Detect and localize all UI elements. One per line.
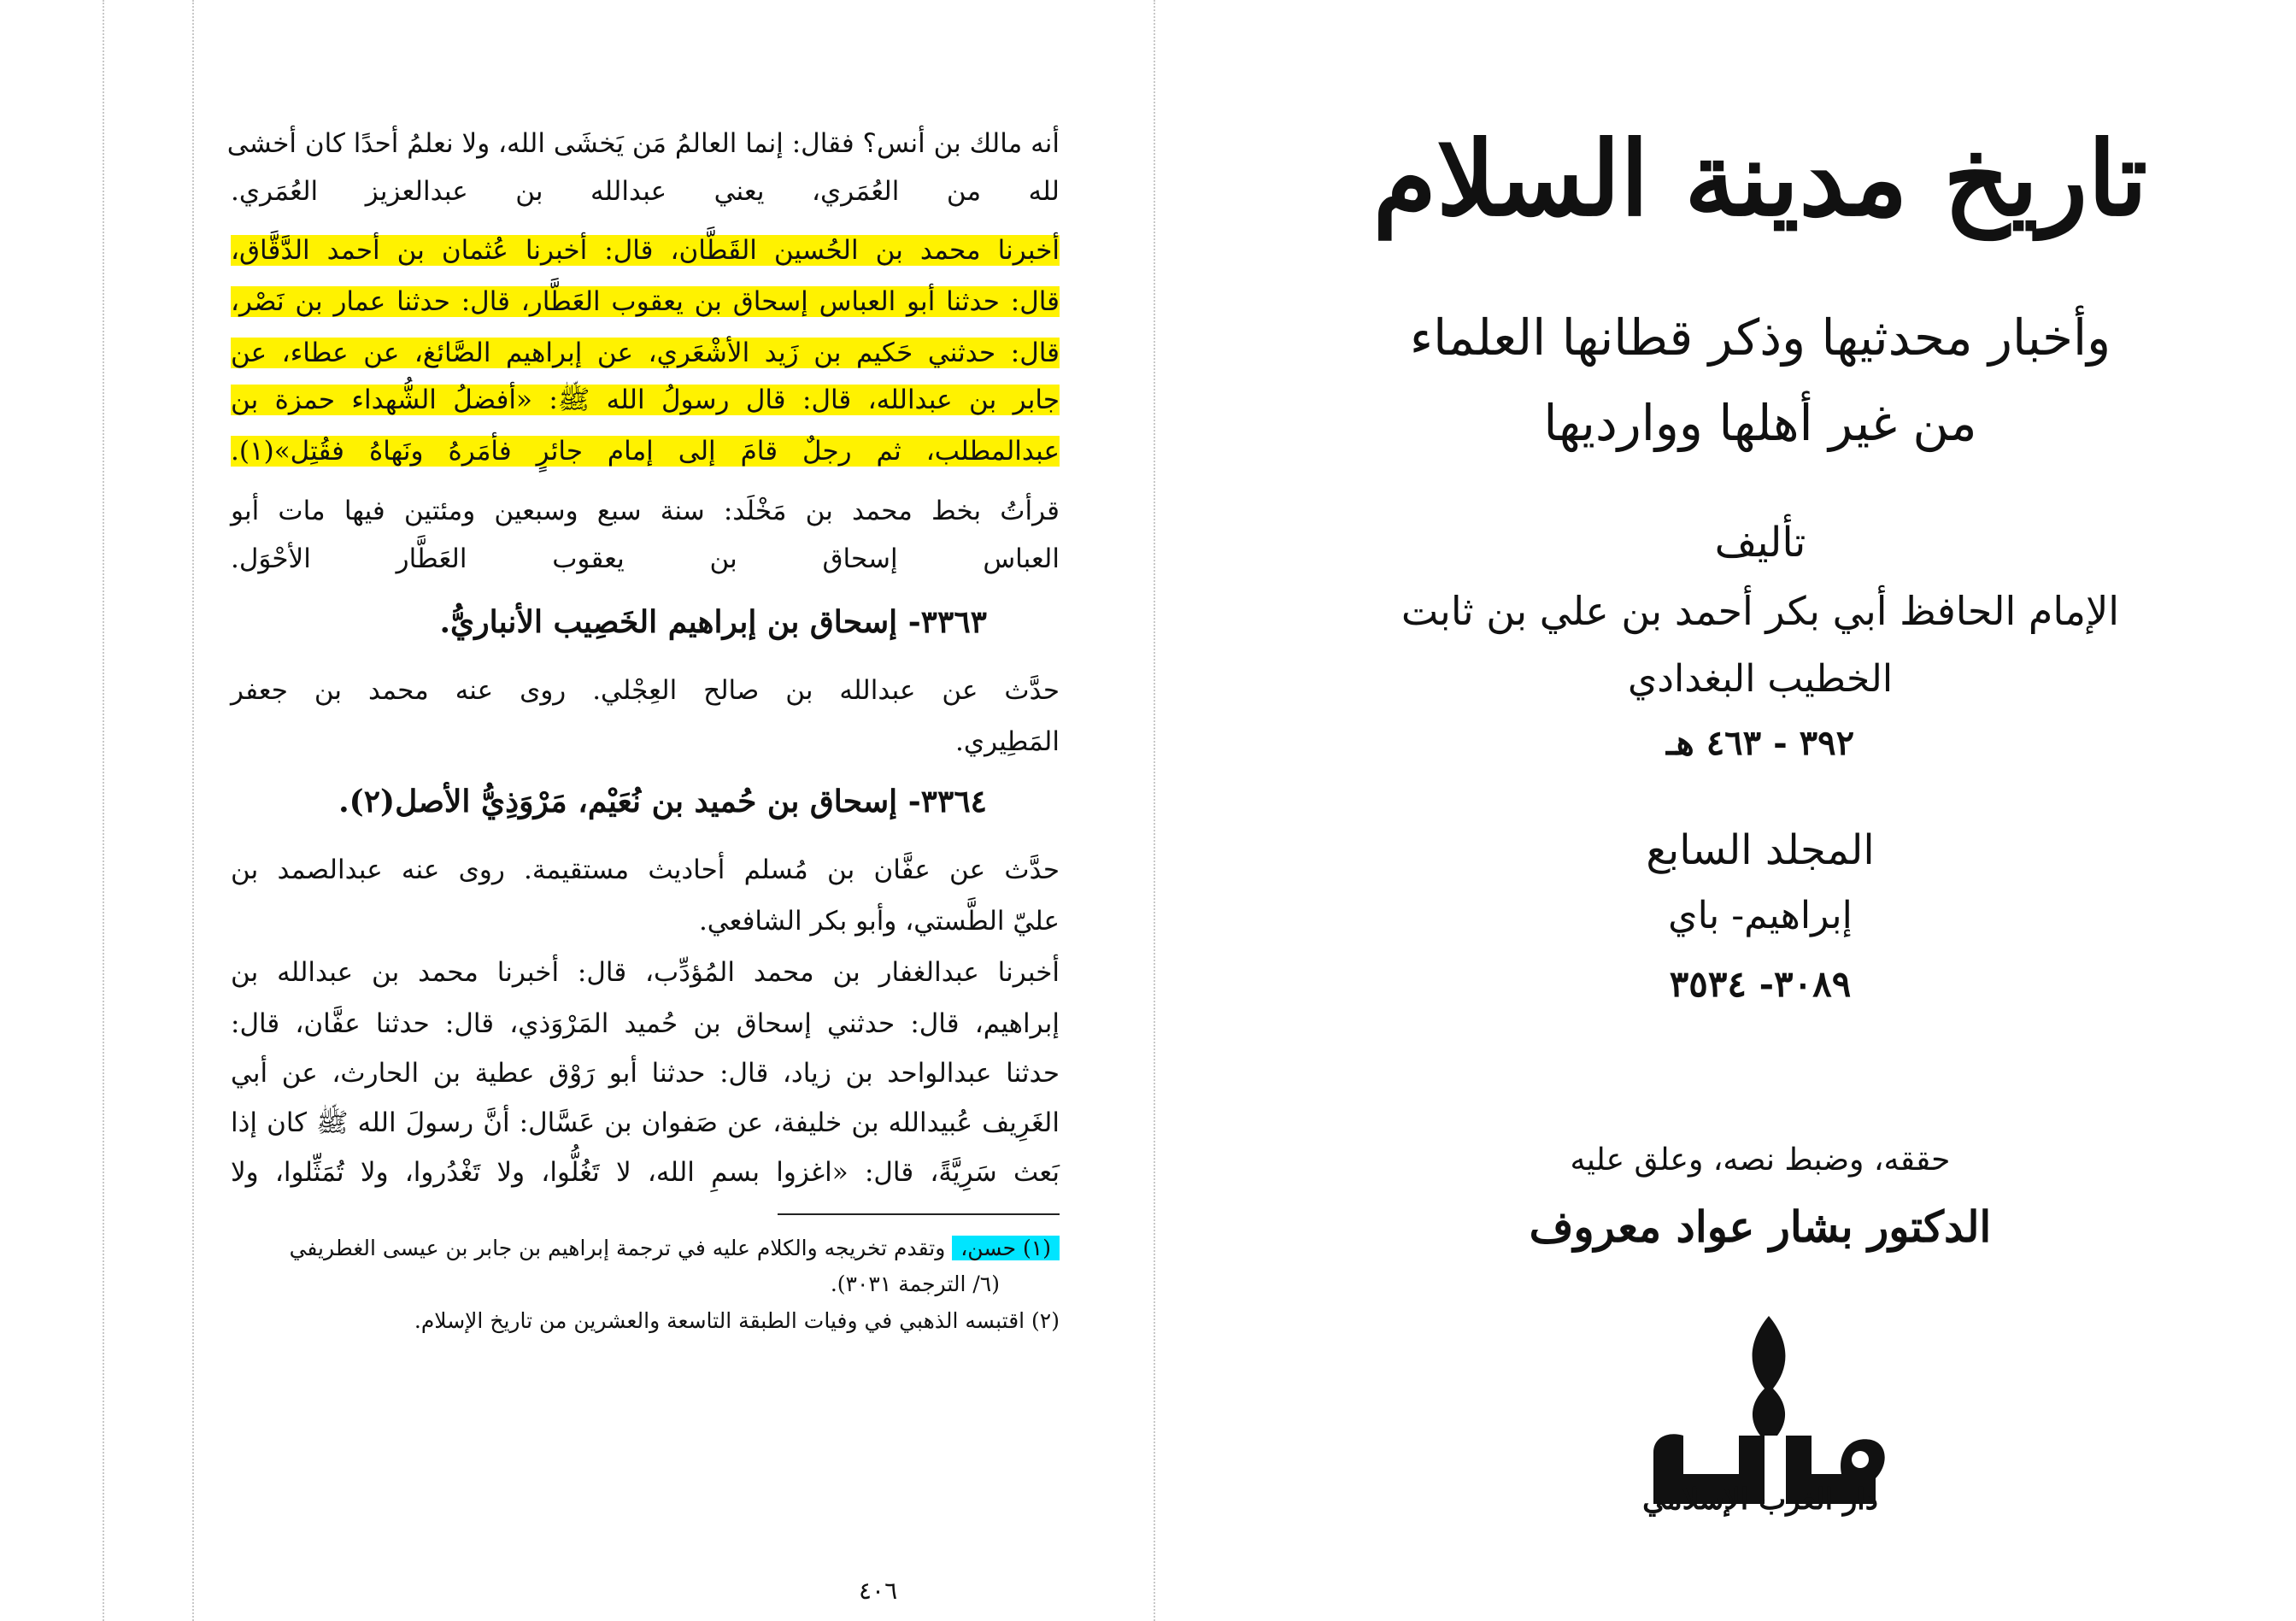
author-label: تأليف: [1714, 519, 1806, 567]
scan-artifact: [103, 0, 104, 1621]
book-subtitle-continued: من غير أهلها ووارديها: [1543, 394, 1977, 452]
book-title: تاريخ مدينة السلام: [1372, 119, 2148, 239]
highlighted-line: جابر بن عبدالله، قال: قال رسولُ الله ﷺ: «أفضلُ الشُّهداء حمزة بن: [231, 385, 1060, 415]
text-line: لله من العُمَري، يعني عبدالله بن عبدالعزيز العُمَري.: [231, 176, 1060, 207]
text-line: الغَرِيف عُبيدالله بن خليفة، عن صَفوان بن عَسَّال: أنَّ رسولَ الله ﷺ كان إذا: [231, 1107, 1060, 1138]
author-name: الإمام الحافظ أبي بكر أحمد بن علي بن ثابت: [1401, 588, 2120, 634]
entry-heading: ٣٣٦٤- إسحاق بن حُميد بن نُعَيْم، مَرْوَذِيُّ الأصل(٢).: [338, 784, 987, 819]
footnote-highlight: (١) حسن،: [952, 1236, 1060, 1260]
publisher-name: دار الغرب الإسلامي: [1642, 1483, 1878, 1517]
highlighted-line: قال: حدثني حَكيم بن زَيد الأشْعَري، عن إبراهيم الصَّائغ، عن عطاء، عن: [231, 338, 1060, 368]
page-number: ٤٠٦: [859, 1577, 898, 1605]
footnote-divider: [778, 1213, 1060, 1215]
author-nisba: الخطيب البغدادي: [1627, 657, 1894, 701]
highlighted-line: قال: حدثنا أبو العباس إسحاق بن يعقوب العَطَّار، قال: حدثنا عمار بن نَصْر،: [231, 286, 1060, 317]
text-line: أنه مالك بن أنس؟ فقال: إنما العالمُ مَن يَخشَى الله، ولا نعلمُ أحدًا كان أخشى: [226, 128, 1060, 159]
text-line: إبراهيم، قال: حدثني إسحاق بن حُميد المَرْوَذي، قال: حدثنا عفَّان، قال:: [231, 1008, 1060, 1039]
footnote-1: (١) حسن، وتقدم تخريجه والكلام عليه في ترجمة إبراهيم بن جابر بن عيسى الغطريفي: [231, 1230, 1060, 1266]
volume-range-numbers: ٣٠٨٩- ٣٥٣٤: [1669, 963, 1852, 1005]
entry-heading: ٣٣٦٣- إسحاق بن إبراهيم الخَصِيب الأنباريُّ.: [439, 604, 987, 640]
text-line: حدثنا عبدالواحد بن زياد، قال: حدثنا أبو رَوْق عطية بن الحارث، عن أبي: [231, 1058, 1060, 1089]
volume-range-names: إبراهيم- باي: [1668, 894, 1853, 937]
editor-name: الدكتور بشار عواد معروف: [1529, 1201, 1992, 1252]
author-dates: ٣٩٢ - ٤٦٣ هـ: [1665, 723, 1855, 763]
footnote-2: (٢) اقتبسه الذهبي في وفيات الطبقة التاسعة والعشرين من تاريخ الإسلام.: [414, 1308, 1060, 1333]
editor-credit: حققه، وضبط نصه، وعلق عليه: [1570, 1142, 1951, 1178]
text-line: أخبرنا عبدالغفار بن محمد المُؤدِّب، قال: أخبرنا محمد بن عبدالله بن: [231, 957, 1060, 988]
scan-artifact: [1154, 0, 1155, 1621]
text-line: العباس إسحاق بن يعقوب العَطَّار الأحْوَل.: [231, 543, 1060, 574]
text-line: بَعث سَرِيَّةً، قال: «اغزوا بسمِ الله، لا تَغُلُّوا، ولا تَغْدُروا، ولا تُمَثِّلوا، ولا: [231, 1157, 1060, 1188]
text-line: قرأتُ بخط محمد بن مَخْلَد: سنة سبع وسبعين ومئتين فيها مات أبو: [231, 496, 1060, 526]
text-line: حدَّث عن عبدالله بن صالح العِجْلي. روى عنه محمد بن جعفر: [231, 675, 1060, 706]
title-page: [1333, 68, 2187, 1521]
highlighted-line: أخبرنا محمد بن الحُسين القَطَّان، قال: أخبرنا عُثمان بن أحمد الدَّقَّاق،: [231, 235, 1060, 266]
highlighted-line: عبدالمطلب، ثم رجلٌ قامَ إلى إمام جائرٍ فأمَرهُ ونَهاهُ فقُتِل»(١).: [231, 436, 1060, 467]
left-page: [226, 111, 1060, 1605]
text-line: عليّ الطَّستي، وأبو بكر الشافعي.: [698, 906, 1060, 937]
text-line: حدَّث عن عفَّان بن مُسلم أحاديث مستقيمة. روى عنه عبدالصمد بن: [231, 855, 1060, 885]
volume-label: المجلد السابع: [1646, 826, 1875, 874]
footnote-1-continued: (٦/ الترجمة ٣٠٣١).: [830, 1272, 1000, 1296]
book-subtitle: وأخبار محدثيها وذكر قطانها العلماء: [1409, 308, 2111, 367]
text-line: المَطِيري.: [955, 726, 1060, 757]
scan-artifact: [192, 0, 194, 1621]
